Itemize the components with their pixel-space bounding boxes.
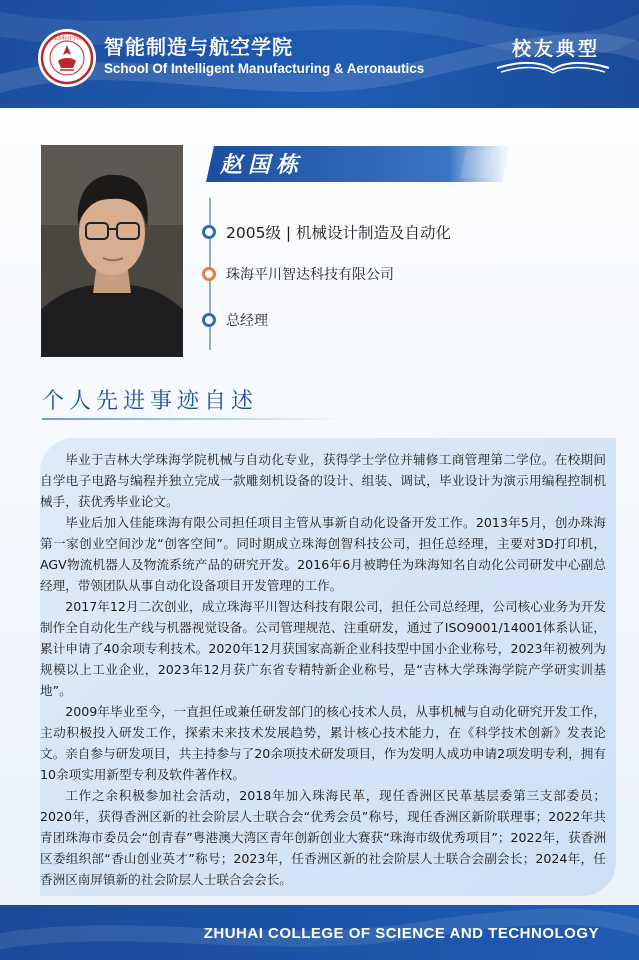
section-label: 校友典型 bbox=[511, 38, 600, 60]
svg-text:珠海科技学院: 珠海科技学院 bbox=[51, 36, 83, 42]
company-text: 珠海平川智达科技有限公司 bbox=[226, 267, 394, 283]
open-book-icon bbox=[493, 58, 613, 76]
timeline-dot-icon bbox=[202, 267, 216, 281]
bio-paragraph: 毕业于吉林大学珠海学院机械与自动化专业，获得学士学位并辅修工商管理第二学位。在校期间自学电子电路与编程并独立完成一款雕刻机设备的设计、组装、调试，毕业设计为演示用编程控制机械手，获优秀毕业论文。 bbox=[40, 452, 606, 509]
info-position bbox=[202, 310, 268, 330]
bio-paragraph: 2017年12月二次创业，成立珠海平川智达科技有限公司，担任公司总经理，公司核心业务为开发制作全自动化生产线与机器视觉设备。公司管理规范、注重研发，通过了ISO9001/14001体系认证，累计申请了40余项专利技术。2020年12月获国家高新企业科技型中国小企业称号，2023年初被列为规模以上工业企业，2023年12月获广东省专精特新企业称号，是“吉林大学珠海学院产学研实训基地”。 bbox=[40, 599, 606, 698]
profile-photo bbox=[41, 145, 183, 357]
bio-paragraph: 毕业后加入佳能珠海有限公司担任项目主管从事新自动化设备开发工作。2013年5月，创办珠海第一家创业空间沙龙“创客空间”。同时期成立珠海创智科技公司，担任总经理，主要对3D打印机，AGV物流机器人及物流系统产品的研究开发。2016年6月被聘任为珠海知名自动化公司研发中心副总经理，带领团队从事自动化设备项目开发管理的工作。 bbox=[40, 515, 606, 593]
college-name-en: ZHUHAI COLLEGE OF SCIENCE AND TECHNOLOGY bbox=[203, 925, 599, 942]
bio-text-block bbox=[40, 449, 606, 890]
header-banner bbox=[0, 0, 639, 108]
grade-major-text: 2005级 | 机械设计制造及自动化 bbox=[226, 224, 452, 242]
school-name-cn: 智能制造与航空学院 bbox=[104, 35, 293, 59]
section-divider bbox=[42, 418, 342, 420]
info-grade-major bbox=[202, 221, 451, 243]
school-name-en: School Of Intelligent Manufacturing & Aeronautics bbox=[104, 61, 425, 76]
alumni-name: 赵国栋 bbox=[220, 152, 305, 178]
info-company bbox=[202, 264, 394, 284]
section-title: 个人先进事迹自述 bbox=[42, 389, 259, 414]
position-text: 总经理 bbox=[226, 313, 268, 329]
school-logo bbox=[38, 29, 96, 87]
bio-paragraph: 2009年毕业至今，一直担任或兼任研发部门的核心技术人员，从事机械与自动化研究开发工作，主动积极投入研发工作，探索未来技术发展趋势，累计核心技术能力，在《科学技术创新》发表论文。亲自参与研发项目，共主持参与了20余项技术研发项目，作为发明人成功申请2项发明专利，拥有10余项实用新型专利及软件著作权。 bbox=[40, 704, 606, 782]
timeline-dot-icon bbox=[202, 225, 216, 239]
timeline-dot-icon bbox=[202, 313, 216, 327]
bio-paragraph: 工作之余积极参加社会活动，2018年加入珠海民革，现任香洲区民革基层委第三支部委员；2020年，获得香洲区新的社会阶层人士联合会“优秀会员”称号，现任香洲区新阶联理事；2022年共青团珠海市委员会“创青春”粤港澳大湾区青年创新创业大赛获“珠海市级优秀项目”；2022年，获香洲区委组织部“香山创业英才”称号；2023年，任香洲区新的社会阶层人士联合会副会长；2024年，任香洲区南屏镇新的社会阶层人士联合会会长。 bbox=[40, 788, 606, 887]
